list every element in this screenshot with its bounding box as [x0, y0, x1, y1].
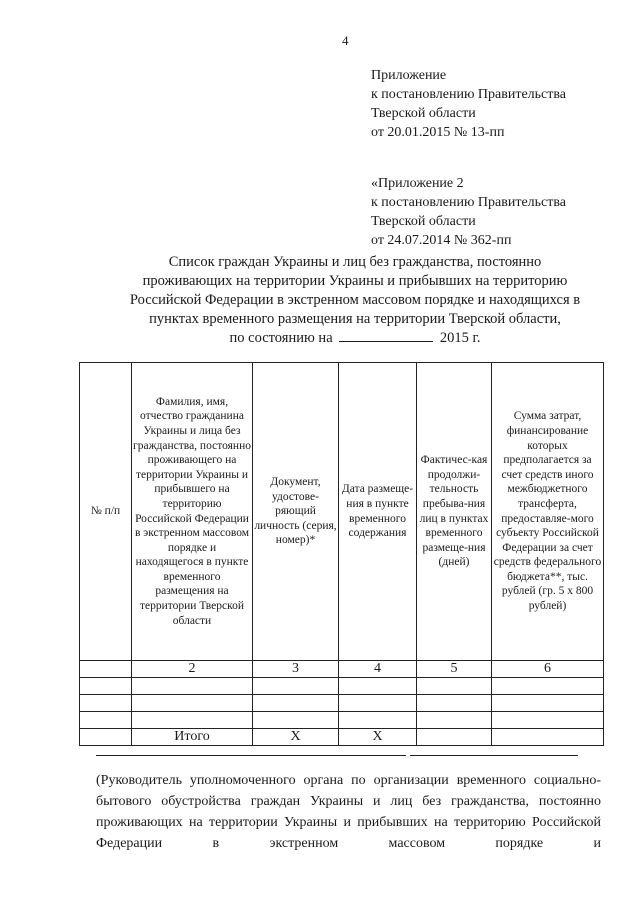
- table-cell: [253, 712, 339, 729]
- total-cell: [417, 729, 492, 746]
- citizens-list-table: [79, 362, 604, 746]
- appendix-line: к постановлению Правительства: [371, 87, 567, 102]
- title-date-line: [120, 329, 590, 348]
- document-title: [120, 253, 590, 348]
- appendix-line: Приложение: [371, 68, 447, 83]
- column-number-row: [80, 661, 604, 678]
- total-row: [80, 729, 604, 746]
- table-cell: [492, 695, 604, 712]
- header-cell: Дата размеще-ния в пункте временного содержания: [339, 363, 417, 661]
- appendix-line: Тверской области: [371, 214, 476, 229]
- table-cell: [492, 712, 604, 729]
- total-cell: X: [339, 729, 417, 746]
- title-line: пунктах временного размещения на территории Тверской области,: [149, 311, 561, 327]
- column-number-cell: [80, 661, 132, 678]
- column-number-cell: 6: [492, 661, 604, 678]
- appendix-line: «Приложение 2: [371, 176, 464, 191]
- table-cell: [339, 678, 417, 695]
- table-row: [80, 695, 604, 712]
- column-number-cell: 2: [132, 661, 253, 678]
- total-cell: [492, 729, 604, 746]
- table-header-row: [80, 363, 604, 661]
- appendix-line: от 24.07.2014 № 362-пп: [371, 233, 512, 248]
- page-number: 4: [342, 33, 349, 48]
- signature-line: [410, 755, 578, 756]
- table-cell: [492, 678, 604, 695]
- total-cell: X: [253, 729, 339, 746]
- table-cell: [80, 695, 132, 712]
- appendix-line: к постановлению Правительства: [371, 195, 567, 210]
- table-cell: [80, 678, 132, 695]
- date-prefix: по состоянию на: [229, 330, 333, 346]
- table-cell: [132, 678, 253, 695]
- table-row: [80, 712, 604, 729]
- column-number-cell: 3: [253, 661, 339, 678]
- table-cell: [80, 712, 132, 729]
- signature-line: [96, 755, 406, 756]
- header-cell: Документ, удостове-ряющий личность (серия, номер)*: [253, 363, 339, 661]
- table-cell: [253, 695, 339, 712]
- footer-note: (Руководитель уполномоченного органа по организации временного социально-бытового обустройства граждан Украины и лиц без гражданства, постоянно проживающих на территории Украины и прибывших на территорию Российской Федерации в экстренном массовом порядке и: [96, 773, 601, 851]
- appendix-heading-current: [371, 66, 566, 142]
- title-line: Российской Федерации в экстренном массовом порядке и находящихся в: [129, 292, 581, 308]
- table-row: [80, 678, 604, 695]
- appendix-heading-original: [371, 174, 566, 250]
- date-blank-field: [339, 329, 433, 342]
- column-number-cell: 5: [417, 661, 492, 678]
- title-line: Список граждан Украины и лиц без гражданства, постоянно: [168, 254, 542, 270]
- table-cell: [339, 712, 417, 729]
- table-cell: [417, 712, 492, 729]
- table-cell: [132, 712, 253, 729]
- table-cell: [417, 678, 492, 695]
- title-line: проживающих на территории Украины и прибывших на территорию: [142, 273, 568, 289]
- header-cell: Фамилия, имя, отчество гражданина Украины и лица без гражданства, постоянно проживающего на территории Украины и прибывшего на территорию Российской Федерации в экстренном массовом порядке и находящегося в пункте временного размещения на территории Тверской области: [132, 363, 253, 661]
- date-suffix: 2015 г.: [439, 330, 481, 346]
- appendix-line: от 20.01.2015 № 13-пп: [371, 125, 505, 140]
- appendix-line: Тверской области: [371, 106, 476, 121]
- total-cell: [80, 729, 132, 746]
- table-cell: [132, 695, 253, 712]
- column-number-cell: 4: [339, 661, 417, 678]
- table-cell: [417, 695, 492, 712]
- table-cell: [339, 695, 417, 712]
- header-cell: Сумма затрат, финансирование которых предполагается за счет средств иного межбюджетного трансферта, предоставляе-мого субъекту Российской Федерации за счет средств федерального бюджета**, тыс. рублей (гр. 5 х 800 рублей): [492, 363, 604, 661]
- header-cell: № п/п: [80, 363, 132, 661]
- table-cell: [253, 678, 339, 695]
- header-cell: Фактичес-кая продолжи-тельность пребыва-ния лиц в пунктах временного размеще-ния (дней): [417, 363, 492, 661]
- total-label: Итого: [132, 729, 253, 746]
